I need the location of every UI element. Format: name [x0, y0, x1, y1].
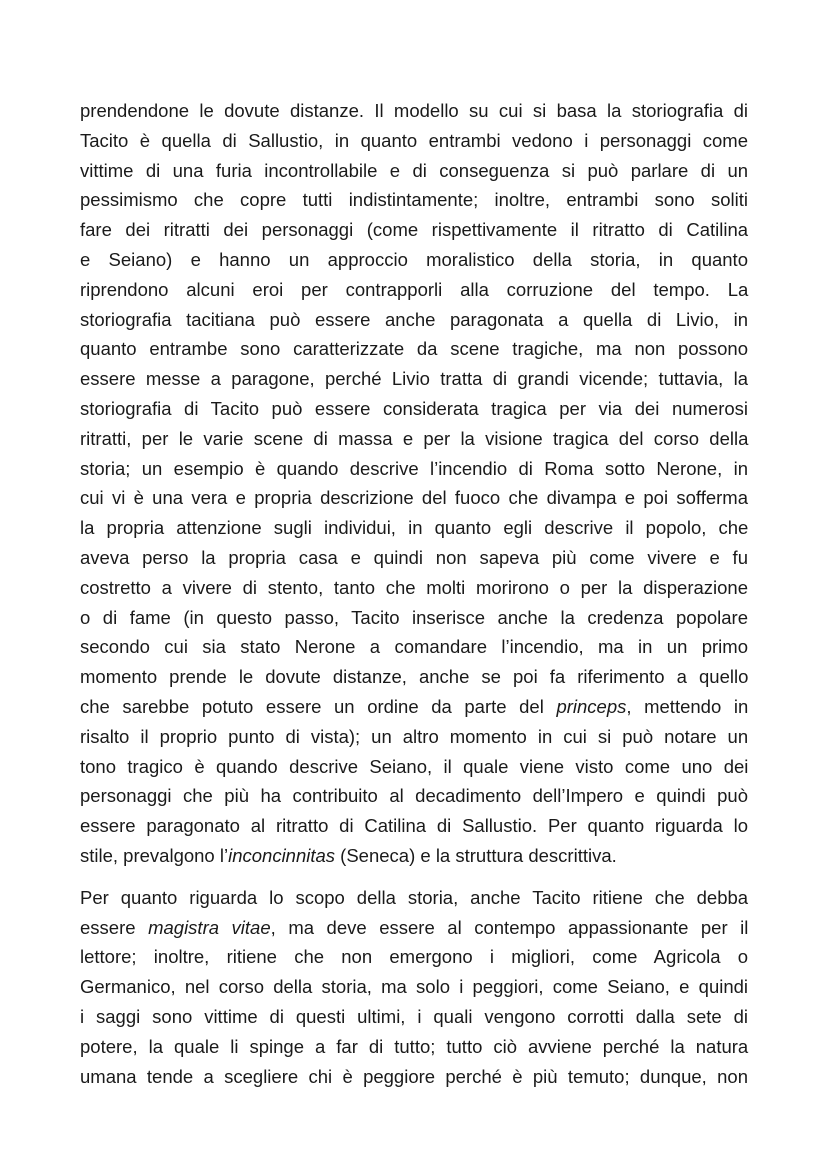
text-segment: riprendono alcuni eroi per contrapporli alla corruzione del tempo. La	[80, 278, 749, 300]
text-segment: fare dei ritratti dei personaggi (come rispettivamente il ritratto di Catilina	[80, 219, 749, 241]
document-page	[80, 96, 748, 1091]
text-line	[80, 126, 748, 156]
text-line	[80, 692, 748, 722]
text-segment: pessimismo che copre tutti indistintamente; inoltre, entrambi sono soliti	[80, 189, 748, 211]
text-line	[80, 364, 748, 394]
text-line	[80, 245, 748, 275]
text-segment: ritratti, per le varie scene di massa e per la visione tragica del corso della	[80, 427, 749, 449]
body-paragraph	[80, 883, 748, 1092]
text-segment: personaggi che più ha contribuito al decadimento dell’Impero e quindi può	[80, 785, 748, 807]
italic-term: magistra vitae	[148, 916, 271, 938]
text-line	[80, 394, 748, 424]
text-segment: Per quanto riguarda lo scopo della storia, anche Tacito ritiene che debba	[80, 886, 749, 908]
text-line	[80, 96, 748, 126]
text-segment: vittime di una furia incontrollabile e di conseguenza si può parlare di un	[80, 159, 749, 181]
text-segment: cui vi è una vera e propria descrizione del fuoco che divampa e poi sofferma	[80, 487, 748, 509]
text-segment: , mettendo in	[626, 695, 749, 717]
text-line	[80, 483, 748, 513]
text-segment: e Seiano) e hanno un approccio moralistico della storia, in quanto	[80, 248, 748, 270]
text-line	[80, 722, 748, 752]
text-line	[80, 913, 748, 943]
text-line	[80, 781, 748, 811]
text-segment: aveva perso la propria casa e quindi non sapeva più come vivere e fu	[80, 546, 748, 568]
text-segment: stile, prevalgono l’	[80, 844, 229, 866]
text-line	[80, 1062, 748, 1092]
text-segment: essere paragonato al ritratto di Catilina di Sallustio. Per quanto riguarda lo	[80, 815, 748, 837]
italic-term: inconcinnitas	[228, 844, 336, 866]
text-line	[80, 275, 748, 305]
text-line	[80, 811, 748, 841]
text-segment: o di fame (in questo passo, Tacito inserisce anche la credenza popolare	[80, 606, 748, 628]
text-segment: momento prende le dovute distanze, anche se poi fa riferimento a quello	[80, 666, 749, 688]
text-line	[80, 215, 748, 245]
text-line	[80, 603, 748, 633]
text-segment: , ma deve essere al contempo appassionante per il	[270, 916, 749, 938]
text-line	[80, 156, 748, 186]
text-segment: che sarebbe potuto essere un ordine da parte del	[80, 695, 557, 717]
text-segment: i saggi sono vittime di questi ultimi, i quali vengono corrotti dalla sete di	[80, 1005, 748, 1027]
text-line	[80, 454, 748, 484]
text-line	[80, 334, 748, 364]
text-line	[80, 883, 748, 913]
text-line	[80, 305, 748, 335]
text-line	[80, 752, 748, 782]
text-line	[80, 424, 748, 454]
text-segment: lettore; inoltre, ritiene che non emergono i migliori, come Agricola o	[80, 946, 749, 968]
text-segment: Tacito è quella di Sallustio, in quanto entrambi vedono i personaggi come	[80, 129, 748, 151]
text-segment: secondo cui sia stato Nerone a comandare l’incendio, ma in un primo	[80, 636, 748, 658]
text-segment: Germanico, nel corso della storia, ma solo i peggiori, come Seiano, e quindi	[80, 976, 749, 998]
text-segment: risalto il proprio punto di vista); un altro momento in cui si può notare un	[80, 725, 749, 747]
italic-term: princeps	[556, 695, 627, 717]
text-line	[80, 972, 748, 1002]
text-segment: (Seneca) e la struttura descrittiva.	[335, 844, 617, 866]
text-line	[80, 942, 748, 972]
text-line	[80, 1032, 748, 1062]
text-line	[80, 573, 748, 603]
text-line	[80, 185, 748, 215]
body-paragraph	[80, 96, 748, 871]
text-segment: storiografia tacitiana può essere anche paragonata a quella di Livio, in	[80, 308, 748, 330]
text-segment: costretto a vivere di stento, tanto che molti morirono o per la disperazione	[80, 576, 748, 598]
text-segment: essere	[80, 916, 149, 938]
text-line	[80, 513, 748, 543]
text-line	[80, 632, 748, 662]
text-segment: quanto entrambe sono caratterizzate da scene tragiche, ma non possono	[80, 338, 748, 360]
text-line	[80, 543, 748, 573]
text-segment: potere, la quale li spinge a far di tutto; tutto ciò avviene perché la natura	[80, 1035, 749, 1057]
text-segment: tono tragico è quando descrive Seiano, il quale viene visto come uno dei	[80, 755, 749, 777]
text-line	[80, 662, 748, 692]
text-line	[80, 841, 748, 871]
text-line	[80, 1002, 748, 1032]
text-segment: storiografia di Tacito può essere considerata tragica per via dei numerosi	[80, 397, 749, 419]
text-segment: storia; un esempio è quando descrive l’incendio di Roma sotto Nerone, in	[80, 457, 748, 479]
text-segment: prendendone le dovute distanze. Il modello su cui si basa la storiografia di	[80, 100, 748, 121]
text-segment: umana tende a scegliere chi è peggiore perché è più temuto; dunque, non	[80, 1065, 748, 1087]
text-segment: essere messe a paragone, perché Livio tratta di grandi vicende; tuttavia, la	[80, 368, 748, 390]
text-segment: la propria attenzione sugli individui, in quanto egli descrive il popolo, che	[80, 517, 749, 539]
